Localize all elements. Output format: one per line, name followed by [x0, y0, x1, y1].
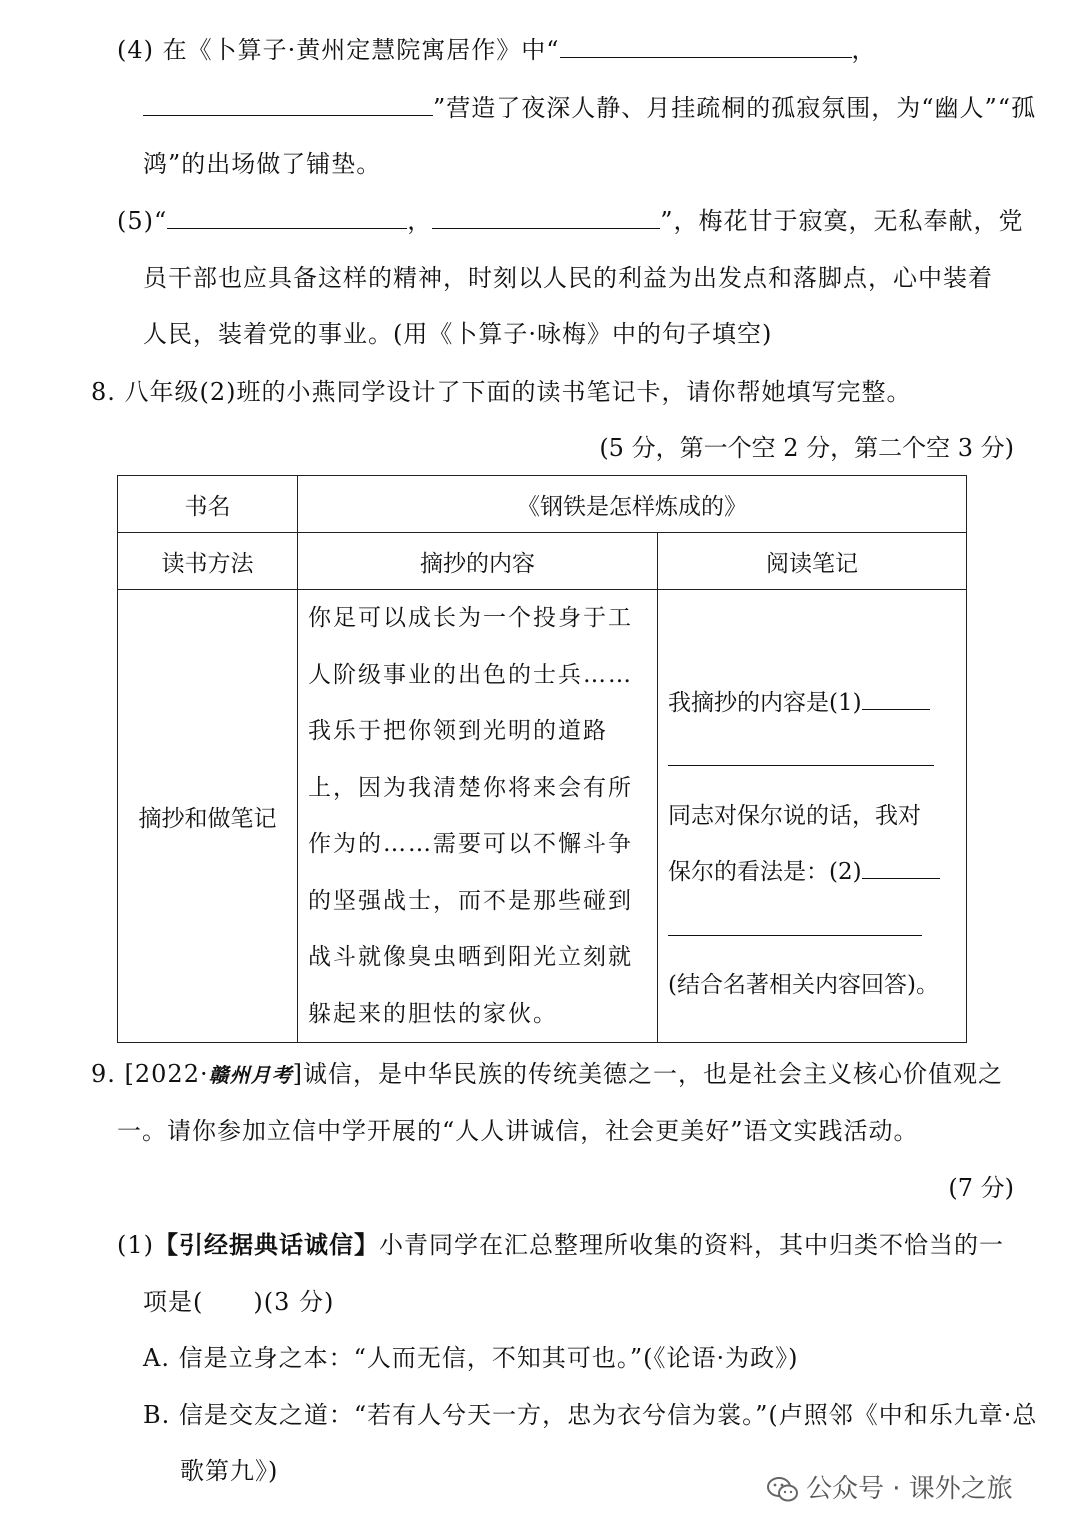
excerpt-line: 你足可以成长为一个投身于工: [308, 605, 633, 631]
excerpt-line: 上，因为我清楚你将来会有所: [308, 774, 633, 801]
option-b[interactable]: B. 信是交友之道：“若有人兮天一方，忠为衣兮信为裳。”(卢照邻《中和乐九章·总: [143, 1401, 1038, 1429]
q9-number: 9. [2022·: [91, 1060, 209, 1088]
reading-note-card: [117, 475, 967, 1043]
q9-stem: ]诚信，是中华民族的传统美德之一，也是社会主义核心价值观之: [292, 1060, 1003, 1088]
q7-4-line1: [117, 34, 877, 66]
q7-5-line3: 人民，装着党的事业。(用《卜算子·咏梅》中的句子填空): [143, 320, 773, 348]
answer-blank[interactable]: [668, 915, 922, 936]
answer-blank[interactable]: [862, 689, 930, 710]
answer-blank[interactable]: [432, 206, 660, 229]
q9-line2: 一。请你参加立信中学开展的“人人讲诚信，社会更美好”语文实践活动。: [117, 1117, 919, 1145]
excerpt-cell: [298, 590, 658, 1043]
q9-score: (7 分): [948, 1174, 1014, 1202]
q7-5-comma: ，: [407, 207, 433, 235]
q9-1-text: 小青同学在汇总整理所收集的资料，其中归类不恰当的一: [379, 1231, 1004, 1259]
q9-1-line1: [117, 1229, 1004, 1261]
q7-4-comma: ，: [851, 36, 877, 64]
q8-score: (5 分，第一个空 2 分，第二个空 3 分): [599, 434, 1014, 462]
notes-line1: 我摘抄的内容是(1): [668, 689, 862, 716]
q9-1-heading: 【引经据典话诚信】: [154, 1231, 379, 1259]
q7-4-line2: [143, 92, 1036, 124]
card-row-book: [118, 476, 967, 533]
answer-blank[interactable]: [862, 858, 940, 879]
book-title: 《钢铁是怎样炼成的》: [298, 476, 967, 533]
q7-4-suffix: ”营造了夜深人静、月挂疏桐的孤寂氛围，为“幽人”“孤: [433, 94, 1037, 122]
answer-blank[interactable]: [143, 93, 433, 116]
q9-1-line2: 项是( )(3 分): [143, 1288, 335, 1316]
card-row-headers: [118, 533, 967, 590]
book-label: 书名: [118, 476, 298, 533]
excerpt-line: 躲起来的胆怯的家伙。: [308, 1000, 558, 1027]
q9-source: 赣州月考: [208, 1063, 293, 1087]
excerpt-text: [298, 590, 657, 1042]
card-row-content: [118, 590, 967, 1043]
q9-line1: [91, 1058, 1003, 1091]
q8-stem: 8. 八年级(2)班的小燕同学设计了下面的读书笔记卡，请你帮她填写完整。: [91, 378, 912, 406]
col-method-header: 读书方法: [118, 533, 298, 590]
excerpt-line: 战斗就像臭虫晒到阳光立刻就: [308, 944, 633, 970]
q7-5-line1: [117, 205, 1024, 237]
q7-5-line2: 员干部也应具备这样的精神，时刻以人民的利益为出发点和落脚点，心中装着: [143, 264, 993, 292]
watermark: [766, 1468, 1013, 1505]
answer-blank[interactable]: [560, 35, 852, 58]
wechat-icon: [766, 1476, 800, 1504]
excerpt-line: 作为的……需要可以不懈斗争: [308, 831, 633, 857]
answer-blank[interactable]: [167, 206, 407, 229]
method-cell: 摘抄和做笔记: [118, 590, 298, 1043]
excerpt-line: 人阶级事业的出色的士兵……: [308, 661, 633, 688]
notes-text: [658, 618, 966, 1014]
notes-line4: 保尔的看法是：(2): [668, 859, 862, 886]
notes-line3: 同志对保尔说的话，我对: [668, 802, 921, 829]
col-excerpt-header: 摘抄的内容: [298, 533, 658, 590]
watermark-text: 公众号 · 课外之旅: [806, 1474, 1013, 1504]
excerpt-line: 的坚强战士，而不是那些碰到: [308, 887, 633, 914]
q7-5-suffix: ”，梅花甘于寂寞，无私奉献，党: [660, 207, 1024, 235]
col-notes-header: 阅读笔记: [658, 533, 967, 590]
option-a[interactable]: A. 信是立身之本：“人而无信，不知其可也。”(《论语·为政》): [143, 1344, 799, 1372]
answer-blank[interactable]: [668, 745, 934, 766]
q7-4-prefix: (4) 在《卜算子·黄州定慧院寓居作》中“: [117, 36, 560, 64]
excerpt-line: 我乐于把你领到光明的道路: [308, 718, 608, 744]
q7-5-prefix: (5)“: [117, 207, 168, 235]
notes-line6: (结合名著相关内容回答)。: [668, 972, 939, 999]
notes-cell: [658, 590, 967, 1043]
q7-4-line3: 鸿”的出场做了铺垫。: [143, 150, 382, 178]
q9-1-number: (1): [117, 1231, 154, 1259]
option-b-cont: 歌第九》): [180, 1457, 279, 1485]
